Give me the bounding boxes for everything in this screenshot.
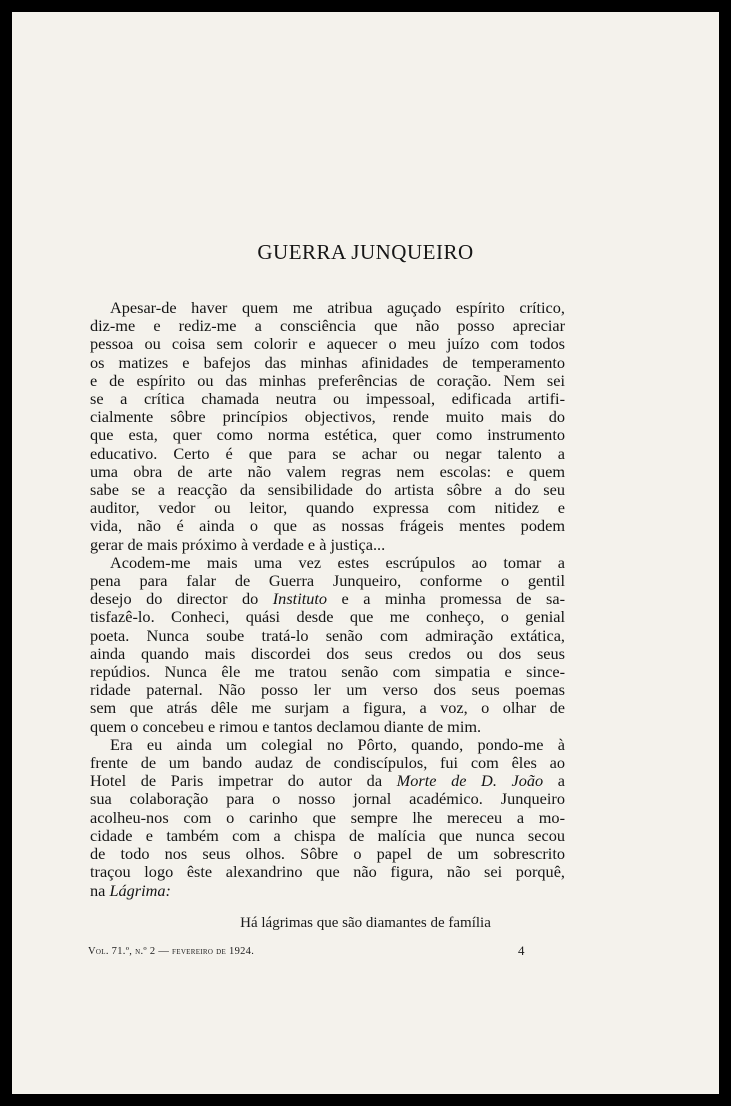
text-line: traçou logo êste alexandrino que não figura, não sei porquê, — [90, 862, 565, 882]
text-line: Era eu ainda um colegial no Pôrto, quando, pondo-me à — [110, 734, 565, 754]
text-line: uma obra de arte não valem regras nem escolas: e quem — [90, 461, 565, 481]
text-segment: desejo do director do — [90, 589, 273, 609]
quoted-verse: Há lágrimas que são diamantes de família — [240, 915, 491, 931]
paragraph-1 — [90, 299, 565, 554]
text-line: que esta, quer como norma estética, quer como instrumento — [90, 425, 565, 445]
text-line: repúdios. Nunca êle me tratou senão com simpatia e since- — [90, 662, 565, 682]
paragraph-2 — [90, 554, 565, 736]
text-line: ridade paternal. Não posso ler um verso dos seus poemas — [90, 680, 565, 700]
text-line — [90, 590, 565, 608]
italic-title: Instituto — [272, 589, 328, 609]
text-line — [90, 882, 565, 900]
text-segment: e a minha promessa de sa- — [327, 589, 566, 609]
text-segment: a — [543, 771, 565, 791]
italic-title: Morte de D. João — [396, 771, 544, 791]
text-line: vida, não é ainda o que as nossas frágeis mentes podem — [90, 516, 565, 536]
text-line: tisfazê-lo. Conheci, quási desde que me conheço, o genial — [90, 607, 565, 627]
text-segment: Hotel de Paris impetrar do autor da — [90, 771, 397, 791]
text-line: ainda quando mais discordei dos seus credos ou dos seus — [90, 643, 565, 663]
article-title: GUERRA JUNQUEIRO — [257, 240, 474, 264]
issue-footer: Vol. 71.º, n.º 2 — fevereiro de 1924. — [88, 946, 255, 957]
text-line: Apesar-de haver quem me atribua aguçado espírito crítico, — [110, 298, 565, 317]
text-line: educativo. Certo é que para se achar ou negar talento a — [90, 443, 565, 463]
text-line — [90, 772, 565, 790]
paragraph-3 — [90, 736, 565, 900]
text-line: os matizes e bafejos das minhas afinidades de temperamento — [90, 352, 565, 372]
text-line: cidade e também com a chispa de malícia que nunca secou — [90, 825, 565, 845]
text-line: frente de um bando audaz de condiscípulos, fui com êles ao — [90, 753, 565, 773]
text-line: acolheu-nos com o carinho que sempre lhe mereceu a mo- — [90, 807, 565, 827]
text-segment: na — [90, 880, 110, 900]
text-line: quem o concebeu e rimou e tantos declamou diante de mim. — [90, 716, 482, 736]
text-line: diz-me e rediz-me a consciência que não posso apreciar — [90, 316, 565, 336]
italic-title: Lágrima: — [109, 880, 171, 900]
text-line: de todo nos seus olhos. Sôbre o papel de um sobrescrito — [90, 844, 565, 864]
document-page — [12, 12, 719, 1094]
text-line: e de espírito ou das minhas preferências de coração. Nem sei — [90, 370, 565, 390]
page-signature: 4 — [518, 943, 525, 958]
text-line: Acodem-me mais uma vez estes escrúpulos ao tomar a — [110, 552, 565, 572]
text-line: cialmente sôbre princípios objectivos, rende muito mais do — [90, 407, 565, 427]
text-line: auditor, vedor ou leitor, quando expressa com nitidez e — [90, 498, 565, 518]
text-line: pena para falar de Guerra Junqueiro, conforme o gentil — [90, 571, 565, 591]
text-line: poeta. Nunca soube tratá-lo senão com admiração extática, — [90, 625, 565, 645]
text-line: sabe se a reacção da sensibilidade do artista sôbre a do seu — [90, 480, 565, 500]
text-line: se a crítica chamada neutra ou impessoal, edificada artifi- — [90, 389, 565, 409]
text-line: sua colaboração para o nosso jornal académico. Junqueiro — [90, 789, 565, 809]
text-line: gerar de mais próximo à verdade e à justiça... — [90, 534, 386, 554]
article-body — [90, 299, 565, 900]
text-line: pessoa ou coisa sem colorir e aquecer o meu juízo com todos — [90, 334, 565, 354]
text-line: sem que atrás dêle me surjam a figura, a voz, o olhar de — [90, 698, 565, 718]
